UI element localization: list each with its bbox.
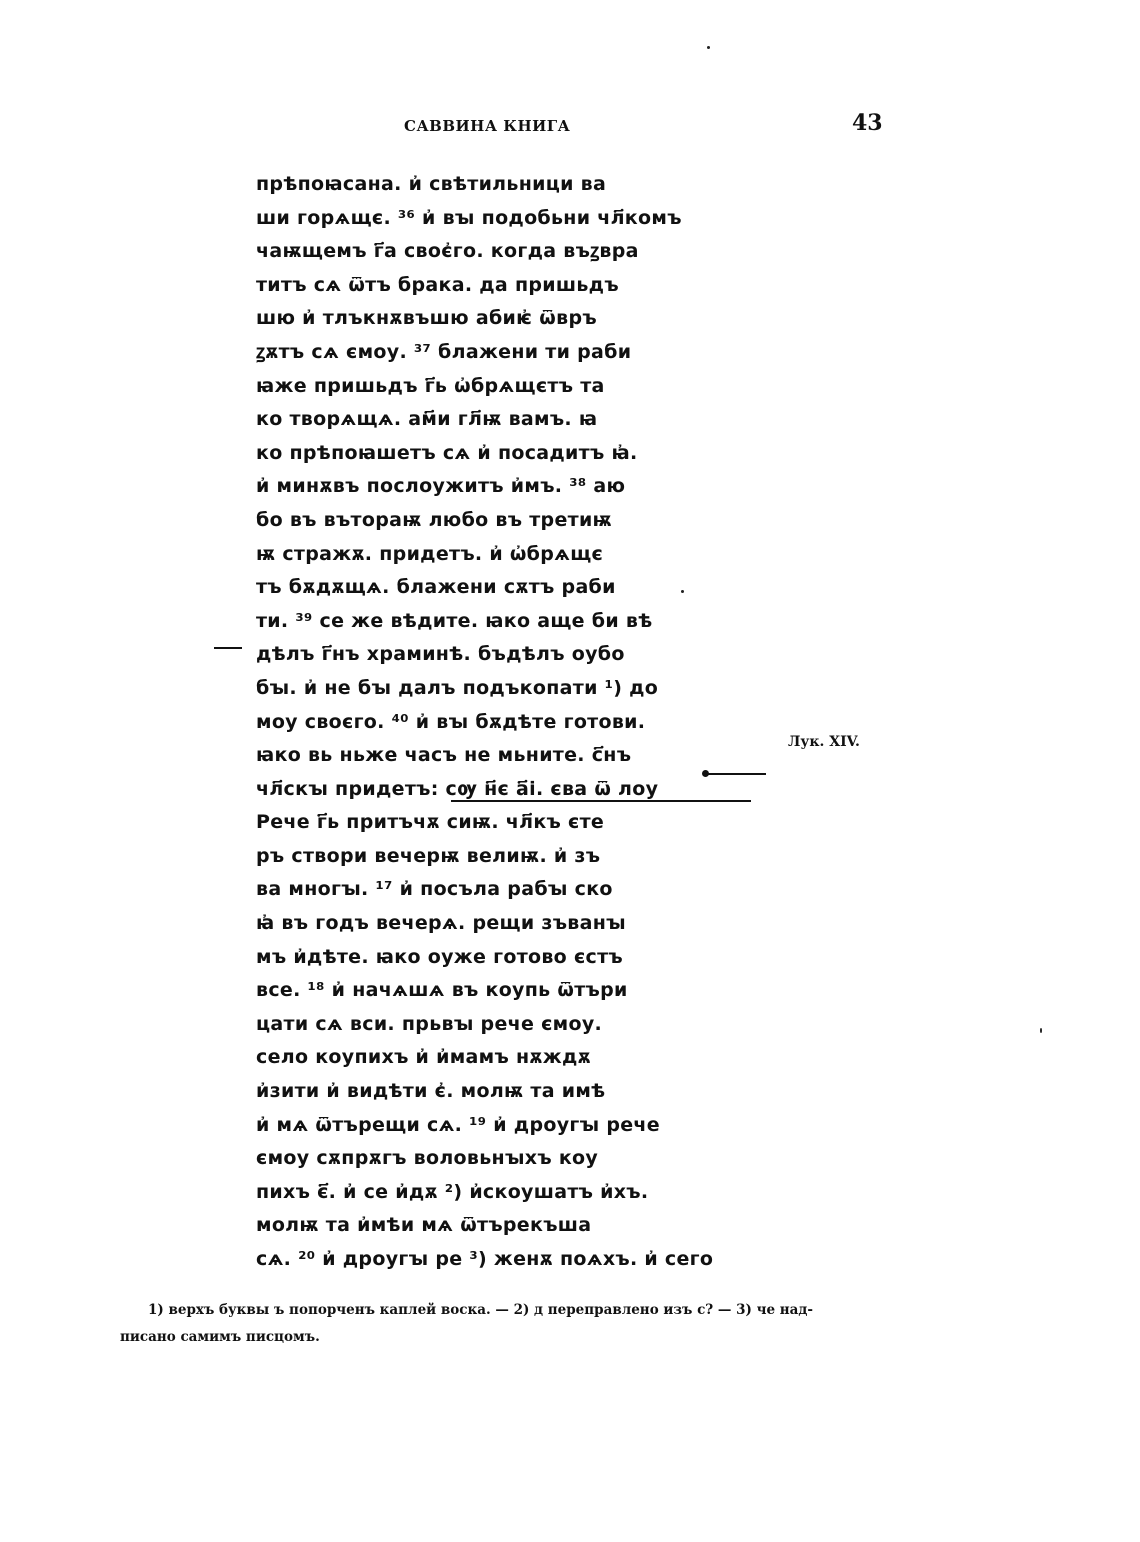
- text-line: ꙁѫтъ сѧ ємоу. ³⁷ блажени ти раби: [256, 340, 632, 363]
- text-line: цати сѧ вси. прьвꙑ рече ємоу.: [256, 1012, 603, 1035]
- text-line: ко прѣпоꙗшетъ сѧ и҆ посадитъ ꙗ҆.: [256, 441, 638, 464]
- text-line: пихъ є҃. и҆ се и҆дѫ ²) и҆скоушатъ и҆хъ.: [256, 1180, 649, 1203]
- text-line: сѧ. ²⁰ и҆ дроугꙑ ре ³) женѫ поѧхъ. и҆ сего: [256, 1248, 714, 1270]
- text-line: ти. ³⁹ се же вѣдите. ꙗко аще би вѣ: [256, 609, 653, 632]
- text-line: ко творѧщѧ. ам҃и гл҃ѭ вамъ. ꙗ: [256, 408, 598, 431]
- print-speck: [1040, 1028, 1042, 1033]
- text-line: чаѭщемъ г҃а своє҆го. когда въꙁвра: [256, 240, 639, 263]
- footnote-line: 1) верхъ буквы ъ попорченъ каплей воска. — 2) д переправлено изъ с? — 3) че над-: [148, 1302, 813, 1318]
- text-line: ѭ стражѫ. придетъ. и҆ ѡ҆брѧщє: [256, 542, 604, 565]
- text-line: дѣлъ г҃нъ храминѣ. бъдѣлъ оубо: [256, 643, 625, 666]
- text-line: и҆ мѧ ѿтърещи сѧ. ¹⁹ и҆ дроугꙑ рече: [256, 1113, 660, 1136]
- text-line: молѭ та и҆мѣи мѧ ѿтърекъша: [256, 1214, 592, 1237]
- text-line: ва многꙑ. ¹⁷ и҆ посъла рабꙑ ско: [256, 878, 613, 901]
- text-line: мъ и҆дѣте. ꙗко оуже готово єстъ: [256, 945, 623, 968]
- text-line: бо въ вътораѭ любо въ третиѭ: [256, 508, 612, 531]
- church-slavonic-text: [256, 168, 716, 1277]
- text-line: все. ¹⁸ и҆ начѧшѧ въ коупь ѿтъри: [256, 979, 628, 1002]
- running-title: САВВИНА КНИГА: [404, 117, 571, 135]
- text-line: ꙗ҆ въ годъ вечерѧ. рещи зъванꙑ: [256, 912, 626, 935]
- footnote-line: писано самимъ писцомъ.: [120, 1329, 320, 1345]
- print-speck: [707, 46, 710, 49]
- text-line: бꙑ. и҆ не бꙑ далъ подъкопати ¹) до: [256, 676, 659, 699]
- text-line-lectionary-note: чл҃скꙑ придетъ: сѹ н҃є а҃і. єва ѿ лоу: [256, 773, 716, 807]
- text-line: тъ бѫдѫщѧ. блажени сѫтъ раби: [256, 576, 616, 599]
- text-line: титъ сѧ ѿтъ брака. да пришьдъ: [256, 273, 619, 296]
- text-line: ꙗже пришьдъ г҃ь ѡ҆брѧщєтъ та: [256, 374, 605, 397]
- text-line: ємоу сѫпрѫгъ воловьнꙑхъ коу: [256, 1147, 599, 1170]
- text-line: и҆ минѫвъ послоужитъ и҆мъ. ³⁸ аю: [256, 475, 626, 498]
- text-line: ши горѧщє. ³⁶ и҆ вꙑ подобьни чл҃комъ: [256, 206, 682, 229]
- text-line: ръ створи вечерѭ велиѭ. и҆ зъ: [256, 844, 601, 867]
- text-line: прѣпоꙗсана. и҆ свѣтильници ва: [256, 173, 607, 195]
- text-line: и҆зити и҆ видѣти є҆. молѭ та имѣ: [256, 1080, 606, 1103]
- text-line: моу своєго. ⁴⁰ и҆ вꙑ бѫдѣте готови.: [256, 710, 646, 733]
- text-line: шю и҆ тлъкнѫвъшю абиѥ҆ ѿвръ: [256, 307, 597, 330]
- text-line: ꙗко вь ньже часъ не мьните. с҃нъ: [256, 744, 632, 767]
- text-line: Рече г҃ь притъчѫ сиѭ. чл҃къ єте: [256, 811, 605, 834]
- page-number: 43: [852, 110, 883, 136]
- margin-reference: Лук. XIV.: [788, 734, 860, 750]
- margin-dash-mark: [214, 647, 242, 649]
- footnotes: [120, 1297, 890, 1351]
- text-line: село коупихъ и҆ и҆мамъ нѫждѫ: [256, 1046, 591, 1069]
